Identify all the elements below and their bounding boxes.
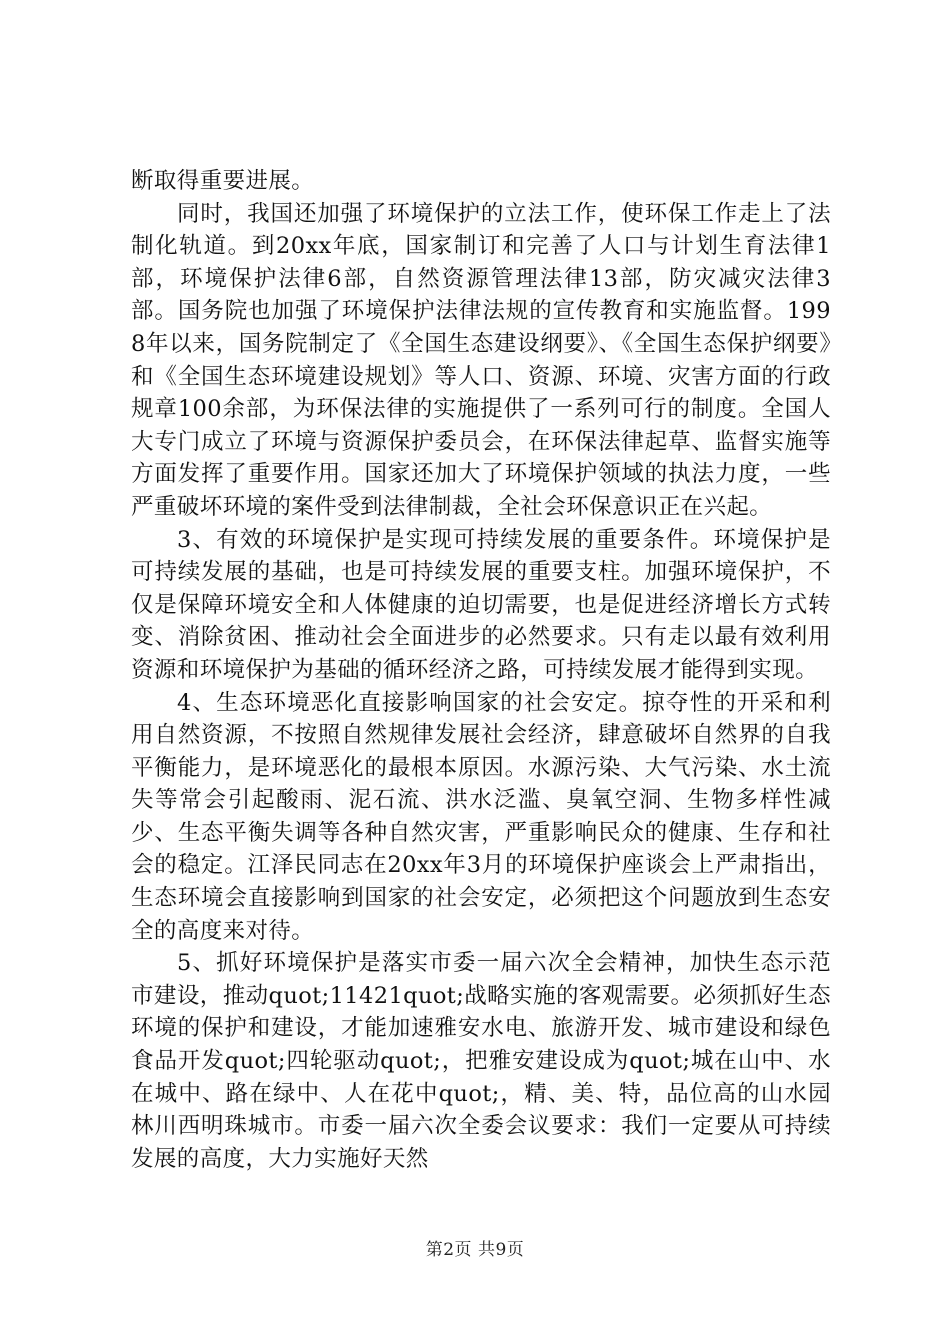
paragraph-continuation: 断取得重要进展。: [131, 168, 315, 194]
paragraph-point-5: 5、抓好环境保护是落实市委一届六次全会精神，加快生态示范市建设，推动quot;11421quot;战略实施的客观需要。必须抓好生态环境的保护和建设，才能加速雅安水电、旅游开发、城市建设和绿色食品开发quot;四轮驱动quot;，把雅安建设成为quot;城在山中、水在城中、路在绿中、人在花中quot;，精、美、特，品位高的山水园林川西明珠城市。市委一届六次全委会议要求：我们一定要从可持续发展的高度，大力实施好天然: [131, 950, 831, 1172]
document-body: [131, 165, 831, 1175]
paragraph-point-4: 4、生态环境恶化直接影响国家的社会安定。掠夺性的开采和利用自然资源，不按照自然规律发展社会经济，肆意破坏自然界的自我平衡能力，是环境恶化的最根本原因。水源污染、大气污染、水土流失等常会引起酸雨、泥石流、洪水泛滥、臭氧空洞、生物多样性减少、生态平衡失调等各种自然灾害，严重影响民众的健康、生存和社会的稳定。江泽民同志在20xx年3月的环境保护座谈会上严肃指出，生态环境会直接影响到国家的社会安定，必须把这个问题放到生态安全的高度来对待。: [131, 689, 831, 944]
paragraph-legislation: 同时，我国还加强了环境保护的立法工作，使环保工作走上了法制化轨道。到20xx年底，国家制订和完善了人口与计划生育法律1部，环境保护法律6部，自然资源管理法律13部，防灾减灾法律3部。国务院也加强了环境保护法律法规的宣传教育和实施监督。1998年以来，国务院制定了《全国生态建设纲要》、《全国生态保护纲要》和《全国生态环境建设规划》等人口、资源、环境、灾害方面的行政规章100余部，为环保法律的实施提供了一系列可行的制度。全国人大专门成立了环境与资源保护委员会，在环保法律起草、监督实施等方面发挥了重要作用。国家还加大了环境保护领域的执法力度，一些严重破坏环境的案件受到法律制裁，全社会环保意识正在兴起。: [131, 200, 831, 520]
page-footer: 第2页 共9页: [425, 1240, 525, 1260]
paragraph-point-3: 3、有效的环境保护是实现可持续发展的重要条件。环境保护是可持续发展的基础，也是可持续发展的重要支柱。加强环境保护，不仅是保障环境安全和人体健康的迫切需要，也是促进经济增长方式转变、消除贫困、推动社会全面进步的必然要求。只有走以最有效利用资源和环境保护为基础的循环经济之路，可持续发展才能得到实现。: [131, 526, 831, 683]
